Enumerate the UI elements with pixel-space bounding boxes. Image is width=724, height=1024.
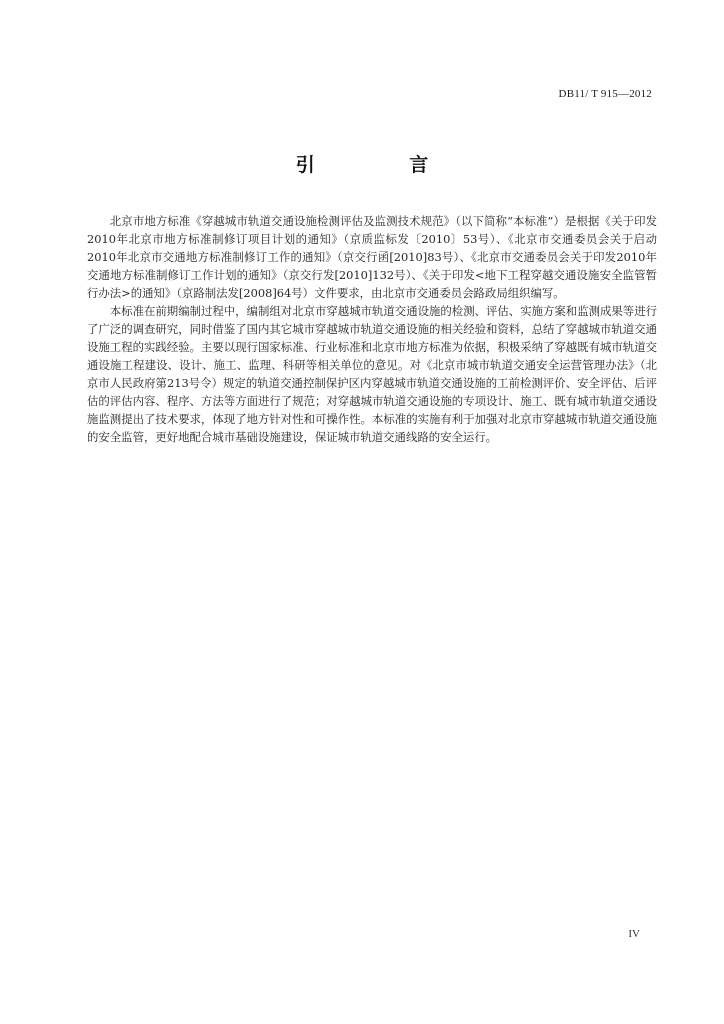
page-title: 引 言 (295, 154, 473, 176)
page-number: IV (628, 928, 640, 940)
paragraph-2: 本标准在前期编制过程中，编制组对北京市穿越城市轨道交通设施的检测、评估、实施方案和监测成果等进行了广泛的调查研究，同时借鉴了国内其它城市穿越城市轨道交通设施的相关经验和资料，总结了穿越城市轨道交通设施工程的实践经验。主要以现行国家标准、行业标准和北京市地方标准为依据，积极采纳了穿越既有城市轨道交通设施工程建设、设计、施工、监理、科研等相关单位的意见。对《北京市城市轨道交通安全运营管理办法》（北京市人民政府第213号令）规定的轨道交通控制保护区内穿越城市轨道交通设施的工前检测评价、安全评估、后评估的评估内容、程序、方法等方面进行了规范；对穿越城市轨道交通设施的专项设计、施工、既有城市轨道交通设施监测提出了技术要求，体现了地方针对性和可操作性。本标准的实施有利于加强对北京市穿越城市轨道交通设施的安全监管，更好地配合城市基础设施建设，保证城市轨道交通线路的安全运行。 (87, 304, 657, 444)
paragraph-1: 北京市地方标准《穿越城市轨道交通设施检测评估及监测技术规范》（以下简称“本标准”）是根据《关于印发2010年北京市地方标准制修订项目计划的通知》（京质监标发〔2010〕53号）、《北京市交通委员会关于启动2010年北京市交通地方标准制修订工作的通知》（京交行函[2010]83号）、《北京市交通委员会关于印发2010年交通地方标准制修订工作计划的通知》（京交行发[2010]132号）、《关于印发<地下工程穿越交通设施安全监管暂行办法>的通知》（京路制法发[2008]64号）文件要求，由北京市交通委员会路政局组织编写。 (87, 214, 657, 300)
document-code: DB11/ T 915—2012 (558, 88, 652, 100)
body-text (87, 212, 657, 446)
